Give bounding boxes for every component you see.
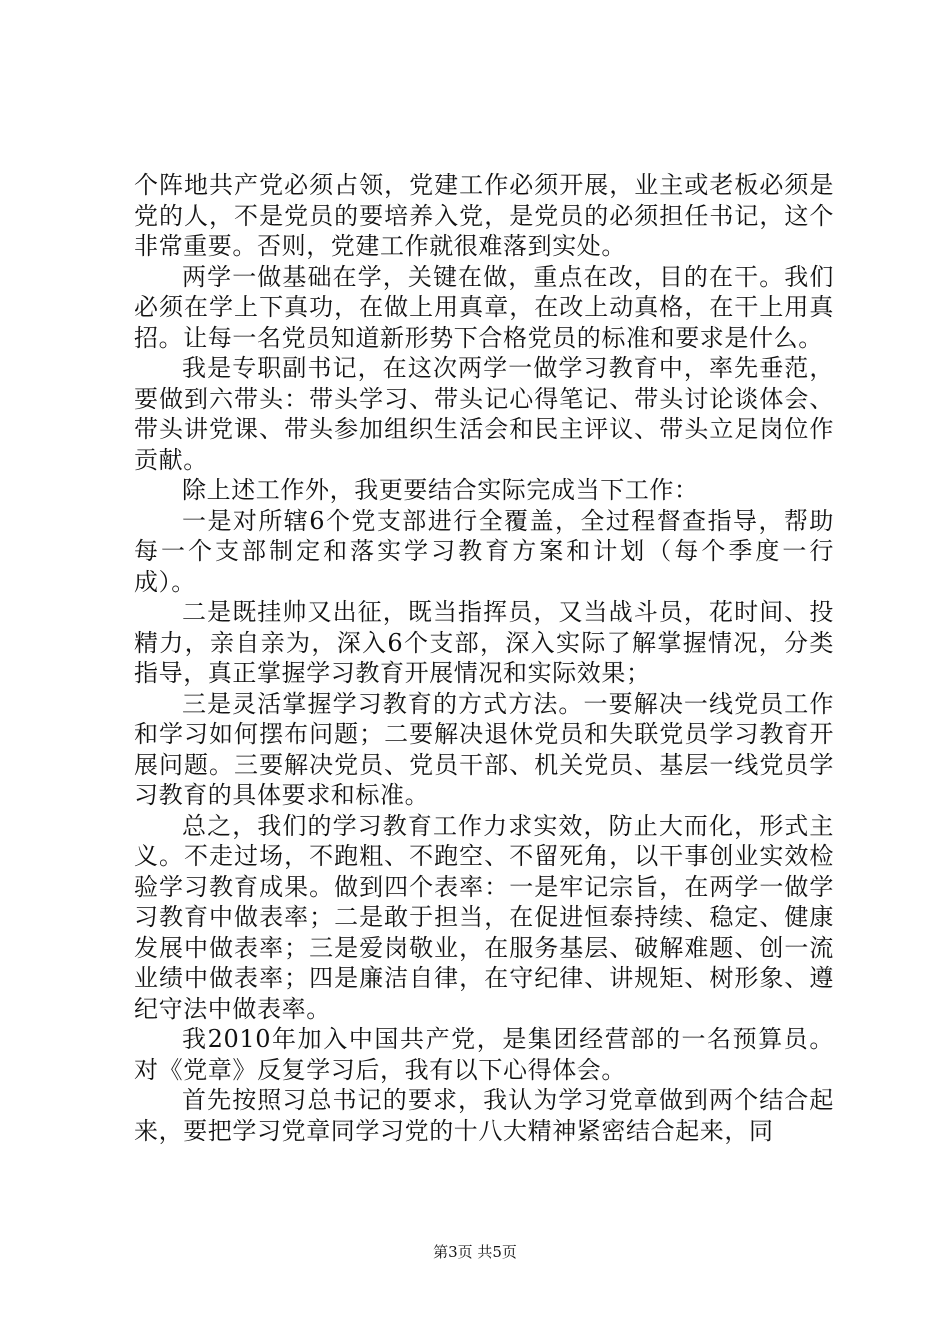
paragraph-6: 二是既挂帅又出征，既当指挥员，又当战斗员，花时间、投精力，亲自亲为，深入6个支部，深入实际了解掌握情况，分类指导，真正掌握学习教育开展情况和实际效果； <box>134 598 834 687</box>
paragraph-5: 一是对所辖6个党支部进行全覆盖，全过程督查指导，帮助每一个支部制定和落实学习教育方案和计划（每个季度一行成）。 <box>134 506 834 596</box>
document-body <box>134 170 834 1146</box>
paragraph-3: 我是专职副书记，在这次两学一做学习教育中，率先垂范，要做到六带头：带头学习、带头记心得笔记、带头讨论谈体会、带头讲党课、带头参加组织生活会和民主评议、带头立足岗位作贡献。 <box>134 354 834 474</box>
paragraph-1: 个阵地共产党必须占领，党建工作必须开展，业主或老板必须是党的人，不是党员的要培养入党，是党员的必须担任书记，这个非常重要。否则，党建工作就很难落到实处。 <box>134 171 834 260</box>
paragraph-7: 三是灵活掌握学习教育的方式方法。一要解决一线党员工作和学习如何摆布问题；二要解决退休党员和失联党员学习教育开展问题。三要解决党员、党员干部、机关党员、基层一线党员学习教育的具体要求和标准。 <box>134 689 834 809</box>
paragraph-4: 除上述工作外，我更要结合实际完成当下工作： <box>182 476 699 504</box>
paragraph-2: 两学一做基础在学，关键在做，重点在改，目的在干。我们必须在学上下真功，在做上用真章，在改上动真格，在干上用真招。让每一名党员知道新形势下合格党员的标准和要求是什么。 <box>134 262 834 352</box>
paragraph-9: 我2010年加入中国共产党，是集团经营部的一名预算员。对《党章》反复学习后，我有以下心得体会。 <box>134 1025 834 1084</box>
paragraph-10: 首先按照习总书记的要求，我认为学习党章做到两个结合起来，要把学习党章同学习党的十八大精神紧密结合起来，同 <box>134 1086 834 1145</box>
page-footer: 第3页 共5页 <box>433 1243 517 1261</box>
paragraph-8: 总之，我们的学习教育工作力求实效，防止大而化，形式主义。不走过场，不跑粗、不跑空、不留死角，以干事创业实效检验学习教育成果。做到四个表率：一是牢记宗旨，在两学一做学习教育中做表率；二是敢于担当，在促进恒泰持续、稳定、健康发展中做表率；三是爱岗敬业，在服务基层、破解难题、创一流业绩中做表率；四是廉洁自律，在守纪律、讲规矩、树形象、遵纪守法中做表率。 <box>134 811 834 1023</box>
